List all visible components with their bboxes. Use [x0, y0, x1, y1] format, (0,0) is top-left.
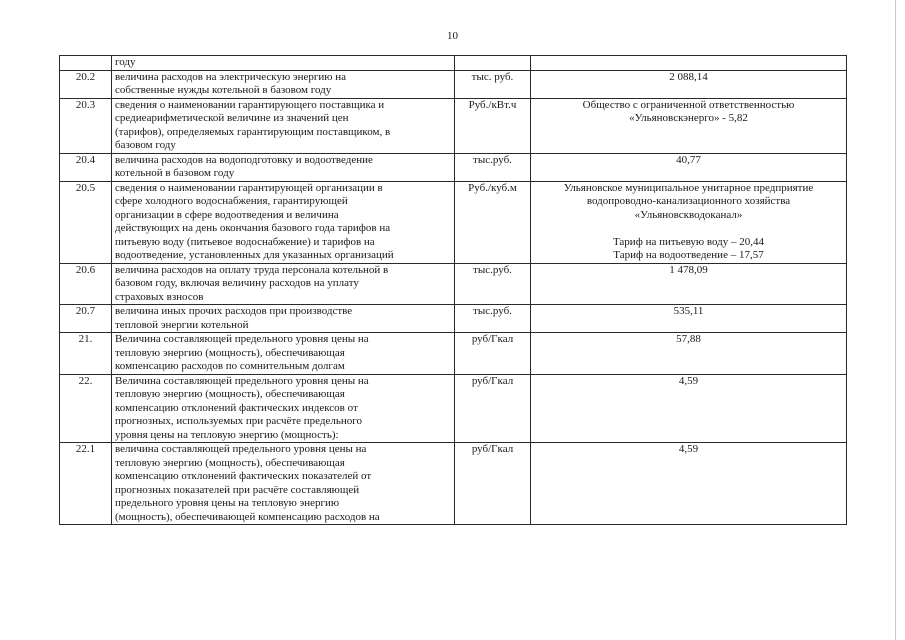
description-line: величина расходов на оплату труда персонала котельной в	[115, 263, 389, 276]
description-line: действующих на день окончания базового года тарифов на	[115, 222, 391, 234]
row-number: 20.2	[60, 70, 112, 98]
row-number	[60, 56, 112, 71]
description-line: величина иных прочих расходов при производстве	[115, 305, 353, 317]
description-line: (тарифов), определяемых гарантирующим поставщиком, в	[115, 125, 391, 138]
value-line: Тариф на водоотведение – 17,57	[613, 249, 764, 261]
description-line: сфере холодного водоснабжения, гарантирующей	[115, 195, 348, 207]
description-line: организации в сфере водоотведения и величина	[115, 208, 339, 221]
description-line: прогнозных показателей при расчёте составляющей	[115, 483, 360, 496]
table-row	[60, 70, 847, 98]
row-description	[112, 443, 455, 525]
row-value	[531, 374, 847, 443]
description-line: сведения о наименовании гарантирующей организации в	[115, 181, 383, 194]
row-description	[112, 181, 455, 263]
table-row	[60, 374, 847, 443]
value-line: 4,59	[678, 443, 699, 455]
description-line: Величина составляющей предельного уровня цены на	[115, 333, 369, 345]
table-row	[60, 333, 847, 375]
row-value	[531, 70, 847, 98]
description-line: компенсацию отклонений фактических показателей от	[115, 470, 372, 482]
description-line: базовом году, включая величину расходов на уплату	[115, 277, 359, 289]
row-number: 20.3	[60, 98, 112, 153]
description-line: котельной в базовом году	[115, 167, 235, 179]
value-line: 57,88	[676, 333, 701, 345]
description-line: тепловую энергию (мощность), обеспечивающая	[115, 456, 345, 469]
description-line: величина расходов на водоподготовку и водоотведение	[115, 153, 373, 166]
row-number: 22.	[60, 374, 112, 443]
row-unit: тыс.руб.	[455, 263, 531, 305]
tariff-table-body	[60, 56, 847, 525]
description-line: году	[115, 56, 136, 68]
tariff-table	[59, 55, 847, 525]
description-line: Величина составляющей предельного уровня цены на	[115, 374, 369, 387]
row-unit: тыс.руб.	[455, 153, 531, 181]
value-line: «Ульяновскэнерго» - 5,82	[629, 112, 748, 124]
table-row	[60, 56, 847, 71]
table-row	[60, 443, 847, 525]
description-line: прогнозных, используемых при расчёте предельного	[115, 415, 363, 427]
description-line: (мощность), обеспечивающей компенсацию расходов на	[115, 510, 380, 523]
description-line: величина составляющей предельного уровня цены на	[115, 443, 367, 455]
row-value	[531, 98, 847, 153]
row-unit: руб/Гкал	[455, 443, 531, 525]
description-line: средиеарифметической величине из значений цен	[115, 112, 349, 124]
description-line: предельного уровня цены на тепловую энергию	[115, 497, 340, 509]
row-number: 20.7	[60, 305, 112, 333]
row-value	[531, 56, 847, 71]
row-unit: тыс.руб.	[455, 305, 531, 333]
value-line: 1 478,09	[669, 263, 708, 276]
description-line: собственные нужды котельной в базовом году	[115, 84, 332, 96]
row-value	[531, 181, 847, 263]
description-line: питьевую воду (питьевое водоснабжение) и тарифов на	[115, 235, 375, 248]
row-unit: Руб./куб.м	[455, 181, 531, 263]
description-line: водоотведение, установленных для указанных организаций	[115, 249, 394, 261]
value-line: 4,59	[678, 374, 699, 387]
row-number: 20.5	[60, 181, 112, 263]
value-line: 40,77	[676, 153, 701, 166]
value-line: 2 088,14	[669, 70, 708, 83]
value-spacer	[534, 222, 843, 236]
row-unit: тыс. руб.	[455, 70, 531, 98]
row-description	[112, 305, 455, 333]
description-line: тепловую энергию (мощность), обеспечивающая	[115, 388, 345, 400]
description-line: компенсацию отклонений фактических индексов от	[115, 401, 358, 414]
scan-edge-line	[895, 0, 896, 640]
row-value	[531, 333, 847, 375]
row-unit: Руб./кВт.ч	[455, 98, 531, 153]
description-line: тепловой энергии котельной	[115, 318, 249, 331]
row-value	[531, 153, 847, 181]
description-line: базовом году	[115, 139, 176, 151]
value-line: водопроводно-канализационного хозяйства	[586, 195, 791, 207]
row-number: 20.4	[60, 153, 112, 181]
row-unit: руб/Гкал	[455, 333, 531, 375]
row-description	[112, 153, 455, 181]
row-value	[531, 305, 847, 333]
row-description	[112, 56, 455, 71]
row-unit: руб/Гкал	[455, 374, 531, 443]
row-unit	[455, 56, 531, 71]
description-line: компенсацию расходов по сомнительным долгам	[115, 360, 345, 372]
page-number: 10	[447, 30, 458, 42]
description-line: величина расходов на электрическую энергию на	[115, 70, 347, 83]
row-number: 21.	[60, 333, 112, 375]
table-row	[60, 263, 847, 305]
value-line: Тариф на питьевую воду – 20,44	[612, 235, 765, 248]
description-line: сведения о наименовании гарантирующего поставщика и	[115, 98, 385, 111]
row-number: 22.1	[60, 443, 112, 525]
table-row	[60, 181, 847, 263]
table-row	[60, 98, 847, 153]
description-line: страховых взносов	[115, 290, 204, 303]
row-description	[112, 333, 455, 375]
row-description	[112, 374, 455, 443]
value-line: Ульяновское муниципальное унитарное предприятие	[563, 181, 814, 194]
row-value	[531, 263, 847, 305]
value-line: «Ульяновскводоканал»	[634, 208, 743, 221]
row-description	[112, 98, 455, 153]
description-line: уровня цены на тепловую энергию (мощность):	[115, 428, 339, 441]
row-description	[112, 263, 455, 305]
table-row	[60, 153, 847, 181]
value-line: Общество с ограниченной ответственностью	[582, 98, 795, 111]
row-number: 20.6	[60, 263, 112, 305]
value-line: 535,11	[673, 305, 704, 317]
row-description	[112, 70, 455, 98]
description-line: тепловую энергию (мощность), обеспечивающая	[115, 346, 345, 359]
row-value	[531, 443, 847, 525]
table-row	[60, 305, 847, 333]
